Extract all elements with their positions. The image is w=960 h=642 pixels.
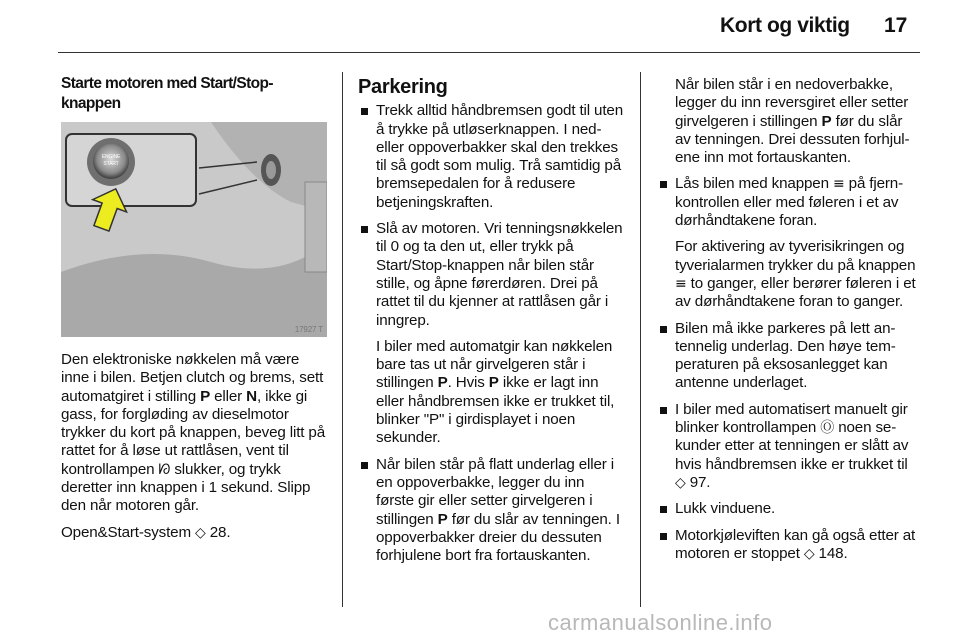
lock-icon: ≡ bbox=[675, 275, 687, 292]
header-divider bbox=[58, 52, 920, 53]
svg-text:START: START bbox=[103, 161, 119, 167]
list-item: Slå av motoren. Vri tenningsnøkkelen til 0 og ta den ut, eller trykk på Start/Stop-knappen når bilen står stille, og åpne førerdøren. Drei på rattet til du kjenner at rattlåsen går i inngrep. bbox=[358, 220, 624, 330]
list-item: Lås bilen med knappen ≡ på fjernkontrollen eller med føleren i et av dørhåndtakene foran. bbox=[657, 175, 922, 230]
list-item: Når bilen står på flatt underlag eller i en oppoverbakke, legger du inn første gir eller setter girvelgeren i stillingen P før du slår av tenningen. I oppoverbakker dreier du dessuten forhjulene bort fra fortauskanten. bbox=[358, 456, 624, 566]
page-ref-icon: ◇ bbox=[195, 524, 206, 541]
page-ref-icon: ◇ bbox=[803, 545, 815, 562]
column-start-stop bbox=[61, 74, 327, 550]
list-item: I biler med automatisert manuelt gir blinker kontrollampen Ⓞ noen sekunder etter at tenningen er slått av hvis håndbremsen ikke er trukket til ◇ 97. bbox=[657, 401, 922, 492]
start-instructions: Den elektroniske nøkkelen må være inne i bilen. Betjen clutch og brems, sett automatgiret i stilling P eller N, ikke gi gass, for forgløding av dieselmotor trykker du kort på knappen, beveg litt på rattet for å løse ut rattlåsen, vent til kontrollampen ᘗ slukker, og trykk deretter inn knappen i 1 sekund. Slipp den når motoren går. bbox=[61, 351, 326, 515]
list-item: Motorkjøleviften kan gå også etter at motoren er stoppet ◇ 148. bbox=[657, 527, 922, 564]
glow-plug-icon: ᘗ bbox=[158, 461, 171, 478]
section-title: Kort og viktig bbox=[720, 14, 850, 37]
list-item-note: For aktivering av tyverisikringen og tyverialarmen trykker du på knappen ≡ to ganger, eller berører føleren i et av dørhåndtakene foran to ganger. bbox=[675, 238, 916, 311]
page-header bbox=[0, 0, 960, 52]
lock-icon: ≡ bbox=[832, 176, 845, 193]
watermark: carmanualsonline.info bbox=[548, 610, 773, 635]
list-item-note: Når bilen står i en nedoverbakke, legger du inn reversgiret eller setter girvelgeren i stillingen P før du slår av tenningen. Drei dessuten forhjulene inn mot fortauskanten. bbox=[675, 76, 910, 167]
page-number: 17 bbox=[884, 14, 908, 37]
brake-warning-icon: Ⓞ bbox=[820, 420, 835, 437]
column-divider-2 bbox=[640, 72, 641, 607]
start-stop-heading: Starte motoren med Start/Stop-knappen bbox=[61, 75, 273, 112]
svg-text:ENGINE: ENGINE bbox=[101, 154, 121, 160]
figure-code: 17927 T bbox=[294, 325, 323, 334]
start-stop-illustration bbox=[61, 122, 327, 337]
open-start-ref: Open&Start-system ◇ 28. bbox=[61, 523, 231, 541]
column-parking-continued bbox=[657, 76, 922, 571]
list-item: Bilen må ikke parkeres på lett antennelig underlag. Den høye temperaturen på eksosanlegget kan antenne underlaget. bbox=[657, 320, 922, 393]
parking-heading: Parkering bbox=[358, 76, 448, 98]
column-parking bbox=[358, 74, 624, 573]
column-divider-1 bbox=[342, 72, 343, 607]
page-ref-icon: ◇ bbox=[675, 474, 686, 491]
list-item: Lukk vinduene. bbox=[657, 500, 922, 518]
list-item: Trekk alltid håndbremsen godt til uten å trykke på utløserknappen. I ned- eller oppoverbakker skal den trekkes til så godt som mulig. Trå samtidig på bremsepedalen for å redusere betjeningskraften. bbox=[358, 102, 624, 212]
list-item-note: I biler med automatgir kan nøkkelen bare tas ut når girvelgeren står i stillingen P. Hvis P ikke er lagt inn eller håndbremsen ikke er trukket til, blinker "P" i girdisplayet i noen sekunder. bbox=[376, 337, 615, 447]
